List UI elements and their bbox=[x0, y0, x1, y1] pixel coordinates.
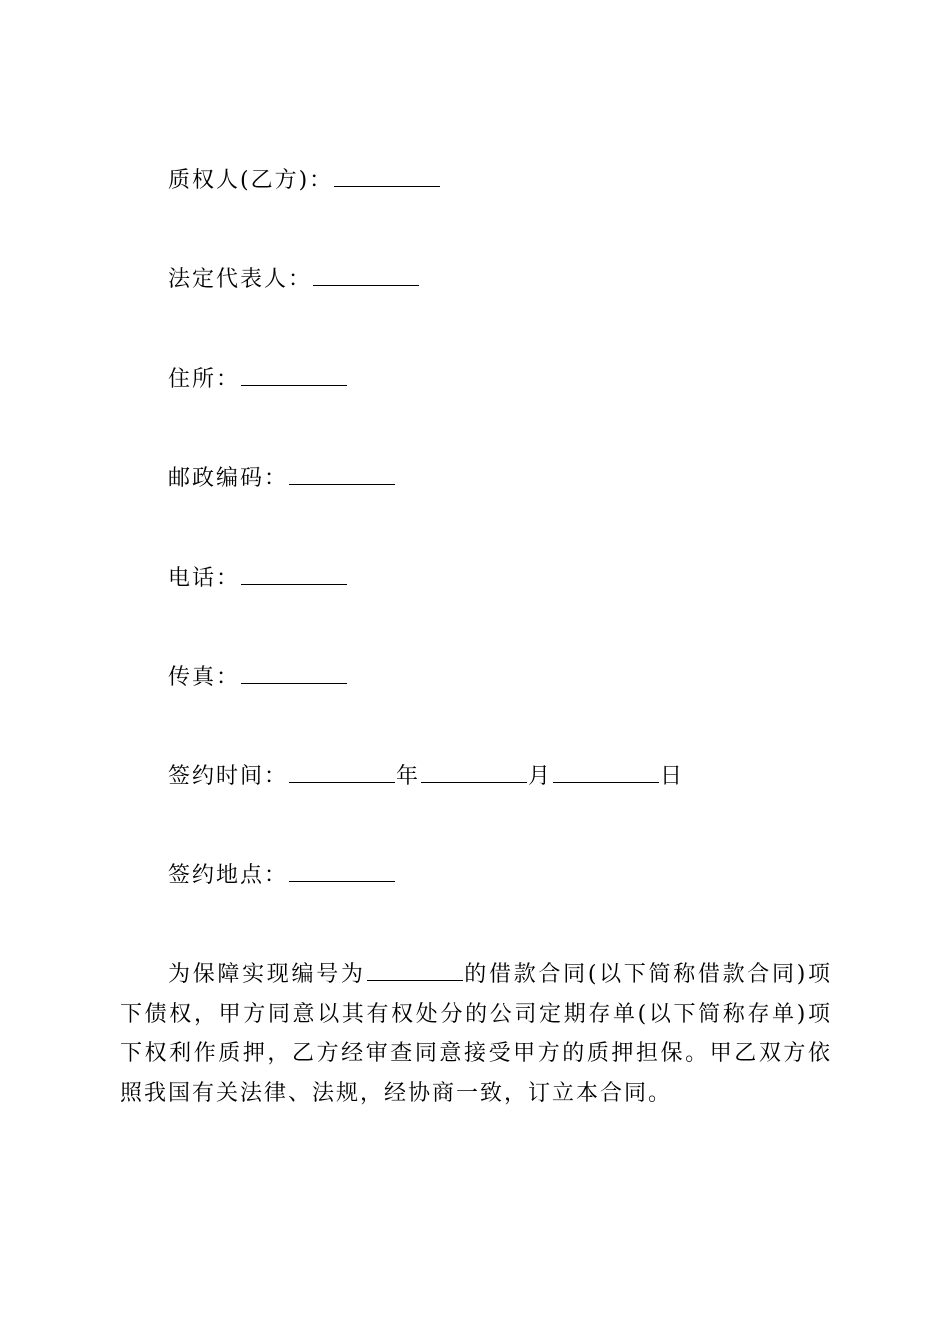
phone-blank[interactable] bbox=[241, 562, 347, 585]
sign-place-blank[interactable] bbox=[289, 859, 395, 882]
address-blank[interactable] bbox=[241, 363, 347, 386]
paragraph-part2: 的借款合同(以下简称借款合同)项下债权，甲方同意以其有权处分的公司定期存单(以下简称存单)项下权利作质押，乙方经审查同意接受甲方的质押担保。甲乙双方依照我国有关法律、法规，经协商一致，订立本合同。 bbox=[120, 962, 832, 1106]
pledgee-blank[interactable] bbox=[334, 164, 440, 187]
pledgee-line bbox=[168, 164, 441, 196]
sign-place-label: 签约地点： bbox=[168, 863, 289, 888]
postal-code-line bbox=[168, 462, 396, 494]
month-label: 月 bbox=[528, 764, 553, 789]
fax-blank[interactable] bbox=[241, 661, 347, 684]
sign-year-blank[interactable] bbox=[289, 760, 395, 783]
fax-label: 传真： bbox=[168, 665, 241, 690]
legal-rep-line bbox=[168, 263, 420, 295]
day-label: 日 bbox=[660, 764, 685, 789]
legal-rep-blank[interactable] bbox=[313, 263, 419, 286]
postal-code-label: 邮政编码： bbox=[168, 466, 289, 491]
address-line bbox=[168, 363, 348, 395]
contract-intro-paragraph bbox=[120, 955, 832, 1113]
postal-code-blank[interactable] bbox=[289, 462, 395, 485]
fax-line bbox=[168, 661, 348, 693]
address-label: 住所： bbox=[168, 367, 241, 392]
sign-time-line bbox=[168, 760, 684, 792]
sign-day-blank[interactable] bbox=[553, 760, 659, 783]
pledgee-label: 质权人(乙方)： bbox=[168, 168, 334, 193]
sign-place-line bbox=[168, 859, 396, 891]
year-label: 年 bbox=[396, 764, 421, 789]
sign-month-blank[interactable] bbox=[421, 760, 527, 783]
legal-rep-label: 法定代表人： bbox=[168, 267, 313, 292]
phone-label: 电话： bbox=[168, 566, 241, 591]
sign-time-label: 签约时间： bbox=[168, 764, 289, 789]
contract-number-blank[interactable] bbox=[367, 958, 463, 981]
phone-line bbox=[168, 562, 348, 594]
paragraph-part1: 为保障实现编号为 bbox=[168, 962, 366, 987]
